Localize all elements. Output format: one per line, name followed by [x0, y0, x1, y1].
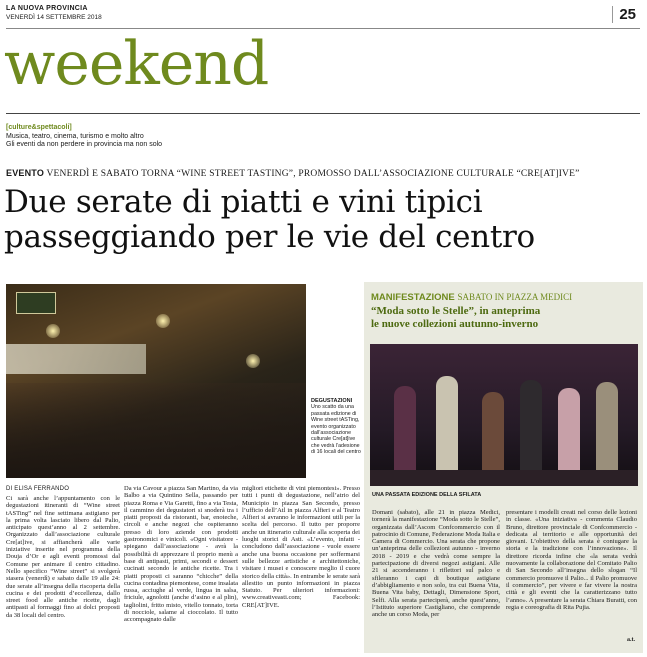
sidebar-box	[364, 282, 643, 653]
sidebar-column-2: presentare i modelli creati nel corso delle lezioni in classe. «Una iniziativa - commenta Claudio Bruno, direttore provinciale di Confcommercio - dedicata al territorio e alle opportunità dei giovani. L’obiettivo della serata è coniugare la storia e la tradizione con l’innovazione». Il direttore ricorda infine che «la serata vedrà nuovamente la collaborazione del Comitato Palio di San Secondo all’insegna dello slogan “Il commercio promuove il Palio... il Palio promuove il commercio”, per vivere e far vivere la nostra città e gli eventi che la caratterizzano tutto l’anno». A presentare la serata Chiara Buratti, con regia e coreografia di Rita Pujia.	[506, 509, 637, 611]
sidebar-column-1: Domani (sabato), alle 21 in piazza Medici, tornerà la manifestazione “Moda sotto le Stelle”, organizzata dall’Ascom Confcommercio con il patrocinio di Comune, Federazione Moda Italia e Camera di Commercio. Una serata che propone un’anteprima delle collezioni autunno - inverno 2018 - 2019 e che vedrà come sempre la partecipazione di diversi negozi astigiani. Alle 21 si accenderanno i riflettori sul palco e sfileranno i capi di boutique astigiane d’abbigliamento e non solo, tra cui Buena Vita, Buena Vita baby, Dettagli, Dimensione Sport, Selfi. Alla serata parteciperà, anche quest’anno, l’Istituto superiore Castigliano, che comprende anche un corso Moda, per	[372, 509, 500, 619]
model-figure	[436, 376, 458, 476]
article-column-2: Da via Cavour a piazza San Martino, da via Balbo a via Quintino Sella, passando per piazza Roma e Via Garetti, fino a via Testa, il cammino dei degustatori si snoderà tra i piatti proposti da ristoranti, bar, enoteche, circoli e anche negozi che ospiteranno presso di loro aziende con prodotti gastronomici e vinicoli. «Ogni visitatore - spiegano dall’associazione - avrà la possibilità di apprezzare il proprio menù a base di antipasti, primi, secondi e dessert cucinati secondo le antiche ricette. Tra i piatti proposti ci saranno “chicche” della cucina contadina piemontese, come insalata russa, acciughe al verde, lingua in salsa, friciule, agnolotti (anche d’asino e al plin), tagliolini, fritto misto, vitello tonnato, torta di nocciole, salame al cioccolato. Il tutto accompagnato dalle	[124, 485, 238, 624]
sidebar-signature: a.t.	[627, 637, 635, 643]
sidebar-photo	[370, 344, 638, 486]
section-tag: [culture&spettacoli]	[6, 124, 72, 131]
shop-sign	[16, 292, 56, 314]
caption-title: DEGUSTAZIONI	[311, 398, 353, 404]
lamp-light	[246, 354, 260, 368]
model-figure	[596, 382, 618, 476]
kicker-label: EVENTO	[6, 168, 45, 178]
crowd	[6, 383, 306, 478]
article-column-3: migliori etichette di vini piemontesi». Presso tutti i punti di degustazione, nell’atrio del Municipio in piazza San Secondo, presso l’ufficio dell’Atl in piazza Alfieri e al Teatro Alfieri si avranno le informazioni utili per la scelta del percorso. Il tutto per proporre anche un itinerario culturale alla scoperta dei luoghi storici di Asti. «L’evento, infatti - concludono dall’associazione - vuole essere anche una buona occasione per soffermarsi sulle bellezze artistiche e architettoniche, visitare i musei e conoscere meglio il cuore storico della città». In entrambe le serate sarà allestito un punto informazioni in piazza Statuto. Per ulteriori informazioni: www.creativeasti.com; Facebook: CRE[AT]IVE.	[242, 485, 360, 609]
section-line-2: Gli eventi da non perdere in provincia ma non solo	[6, 141, 163, 148]
page-number: 25	[612, 6, 636, 23]
issue-date: VENERDÌ 14 SETTEMBRE 2018	[6, 14, 102, 21]
newspaper-name: LA NUOVA PROVINCIA	[6, 5, 88, 12]
sidebar-title-line-1: “Moda sotto le Stelle”, in anteprima	[371, 304, 541, 317]
article-kicker	[6, 168, 640, 179]
runway-stage	[370, 470, 638, 486]
model-figure	[520, 380, 542, 476]
main-photo-caption	[311, 398, 361, 456]
section-line-1: Musica, teatro, cinema, turismo e molto altro	[6, 132, 144, 140]
lamp-light	[46, 324, 60, 338]
article-headline	[4, 185, 644, 255]
article-column-1: Ci sarà anche l’appuntamento con le degustazioni itineranti di “Wine street tASTing” nel fine settimana astigiano per la prima volta lasciato libero dal Palio, anticipato quest’anno al 2 settembre. Organizzato dall’associazione culturale Cre[at]ive, si affiancherà alle varie iniziative inserite nel programma della Douja d’Or e agli eventi promossi dal Comune per animare il centro cittadino. Nello specifico “Wine street” si svolgerà stasera (venerdì) e sabato dalle 19 alle 24: due serate all’insegna della riscoperta della cucina e dei prodotti d’eccellenza, dallo street food alle antiche ricette, dagli antipasti al formaggi fino ai dolci proposti da 38 locali del centro.	[6, 495, 120, 619]
divider	[6, 113, 640, 114]
headline-line-1: Due serate di piatti e vini tipici	[4, 184, 483, 220]
model-figure	[482, 392, 504, 476]
page-header	[6, 5, 640, 29]
model-figure	[558, 388, 580, 476]
sidebar-kicker-text: SABATO IN PIAZZA MEDICI	[457, 292, 573, 302]
headline-line-2: passeggiando per le vie del centro	[4, 219, 535, 255]
sidebar-heading	[371, 291, 639, 332]
sidebar-photo-caption: UNA PASSATA EDIZIONE DELLA SFILATA	[372, 492, 482, 498]
model-figure	[394, 386, 416, 476]
awning	[6, 344, 146, 374]
sidebar-title-line-2: le nuove collezioni autunno-inverno	[371, 318, 539, 330]
section-logo: weekend	[4, 29, 269, 99]
sidebar-kicker-label: MANIFESTAZIONE	[371, 292, 455, 303]
lamp-light	[156, 314, 170, 328]
caption-text: Uno scatto da una passata edizione di Wine street tASTing, evento organizzato dall’associazione culturale Cre[at]ive che vedrà l’adesione di 16 locali del centro	[311, 404, 361, 456]
byline: DI ELISA FERRANDO	[6, 486, 70, 492]
kicker-text: VENERDÌ E SABATO TORNA “WINE STREET TASTING”, PROMOSSO DALL’ASSOCIAZIONE CULTURALE “CRE[AT]IVE”	[46, 169, 580, 179]
section-info	[6, 124, 162, 150]
main-photo	[6, 284, 306, 478]
